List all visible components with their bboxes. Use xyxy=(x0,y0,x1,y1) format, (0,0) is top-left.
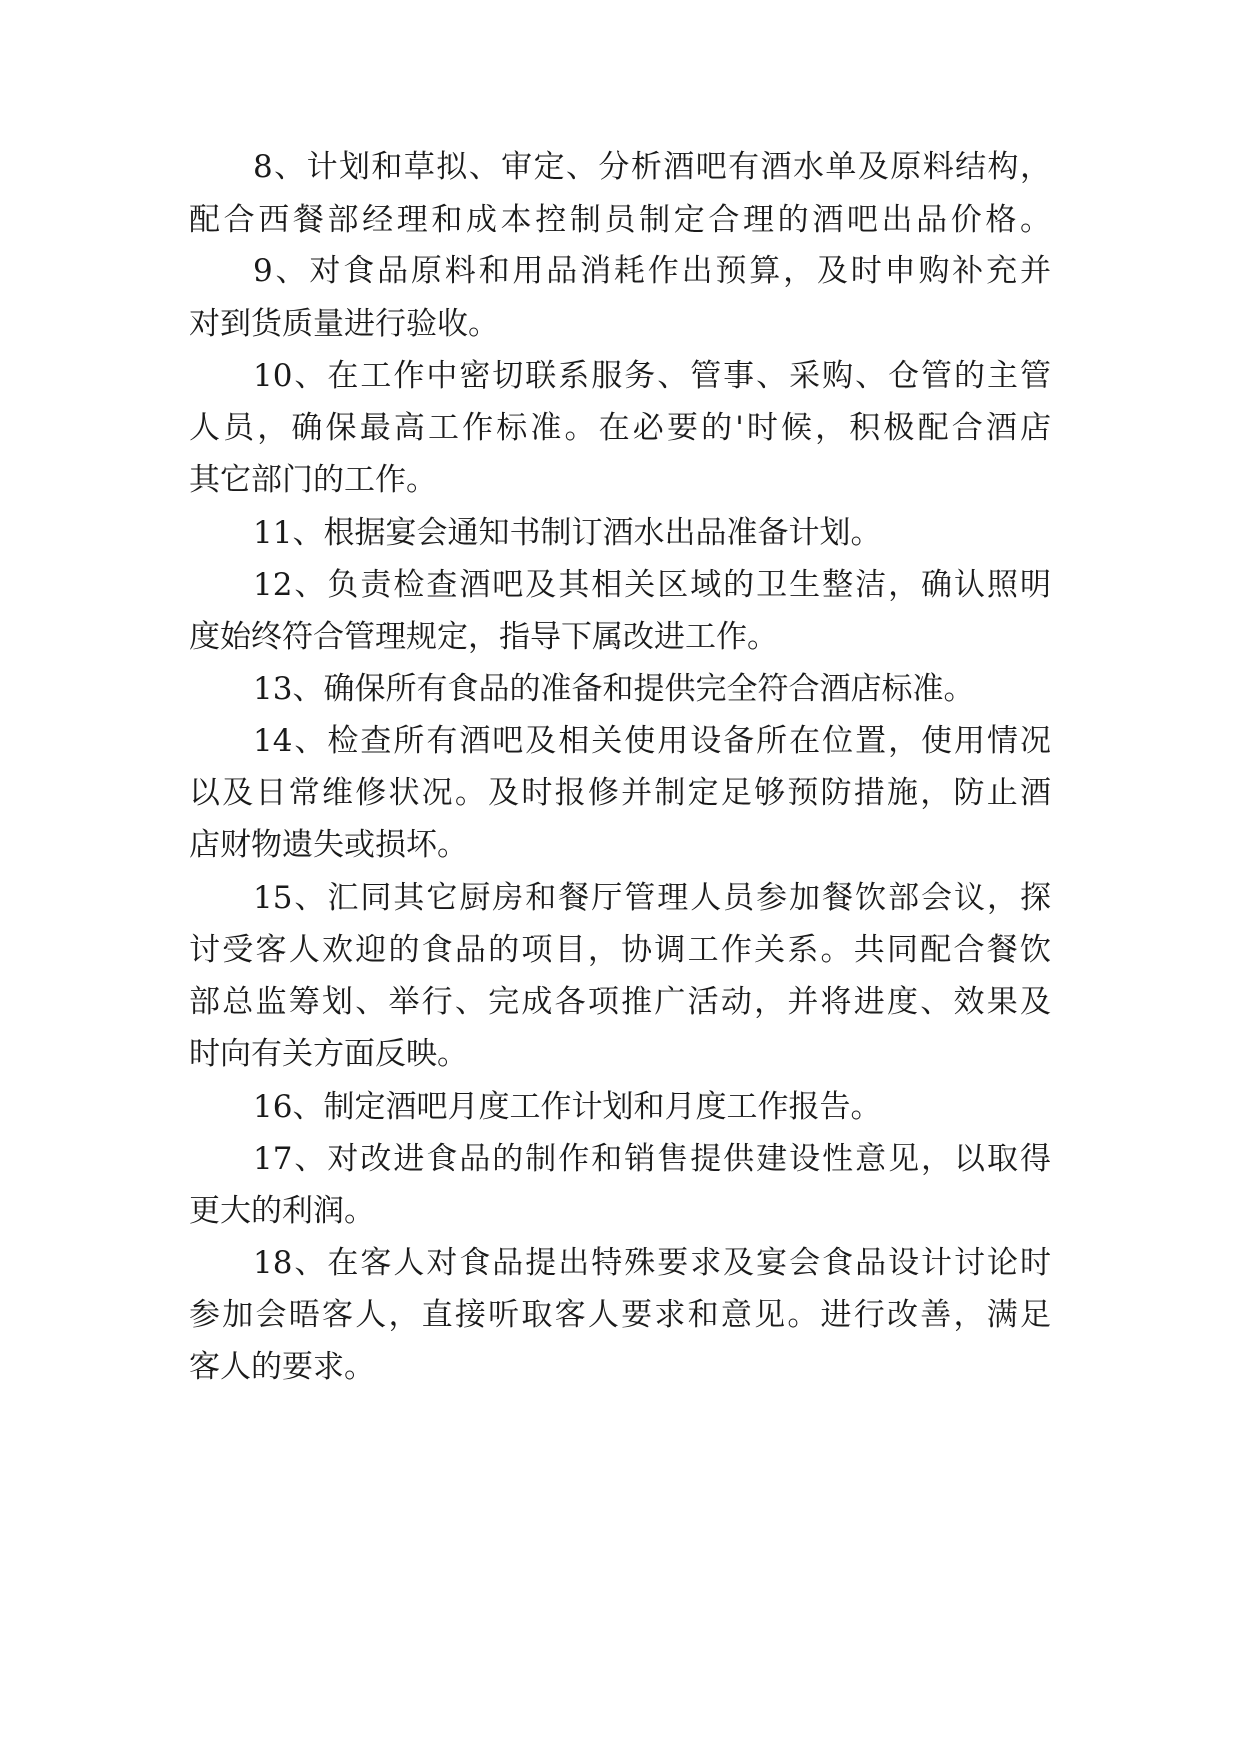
item-16-line-1: 16、制定酒吧月度工作计划和月度工作报告。 xyxy=(253,1089,882,1125)
item-9-line-1: 9、对食品原料和用品消耗作出预算，及时申购补充并 xyxy=(253,253,1051,289)
item-15-line-1: 15、汇同其它厨房和餐厅管理人员参加餐饮部会议，探 xyxy=(253,880,1051,916)
item-12-line-1: 12、负责检查酒吧及其相关区域的卫生整洁，确认照明 xyxy=(253,567,1051,603)
item-9-line-2: 对到货质量进行验收。 xyxy=(189,306,499,342)
item-10-line-3: 其它部门的工作。 xyxy=(189,462,437,498)
item-13-line-1: 13、确保所有食品的准备和提供完全符合酒店标准。 xyxy=(253,671,975,707)
item-8-line-1: 8、计划和草拟、审定、分析酒吧有酒水单及原料结构， xyxy=(253,149,1051,185)
item-15-line-3: 部总监筹划、举行、完成各项推广活动，并将进度、效果及 xyxy=(189,984,1051,1020)
item-17-line-2: 更大的利润。 xyxy=(189,1193,375,1229)
item-12-line-2: 度始终符合管理规定，指导下属改进工作。 xyxy=(189,619,778,655)
item-14-line-1: 14、检查所有酒吧及相关使用设备所在位置，使用情况 xyxy=(253,723,1051,759)
item-18-line-3: 客人的要求。 xyxy=(189,1349,375,1385)
item-14-line-2: 以及日常维修状况。及时报修并制定足够预防措施，防止酒 xyxy=(189,775,1051,811)
item-18-line-2: 参加会晤客人，直接听取客人要求和意见。进行改善，满足 xyxy=(189,1297,1051,1333)
item-15-line-4: 时向有关方面反映。 xyxy=(189,1036,468,1072)
item-15-line-2: 讨受客人欢迎的食品的项目，协调工作关系。共同配合餐饮 xyxy=(189,932,1051,968)
item-10-line-1: 10、在工作中密切联系服务、管事、采购、仓管的主管 xyxy=(253,358,1051,394)
item-8-line-2: 配合西餐部经理和成本控制员制定合理的酒吧出品价格。 xyxy=(189,202,1051,238)
item-17-line-1: 17、对改进食品的制作和销售提供建设性意见，以取得 xyxy=(253,1141,1051,1177)
item-18-line-1: 18、在客人对食品提出特殊要求及宴会食品设计讨论时 xyxy=(253,1245,1051,1281)
item-14-line-3: 店财物遗失或损坏。 xyxy=(189,827,468,863)
item-11-line-1: 11、根据宴会通知书制订酒水出品准备计划。 xyxy=(253,515,882,551)
item-10-line-2: 人员，确保最高工作标准。在必要的'时候，积极配合酒店 xyxy=(189,410,1051,446)
